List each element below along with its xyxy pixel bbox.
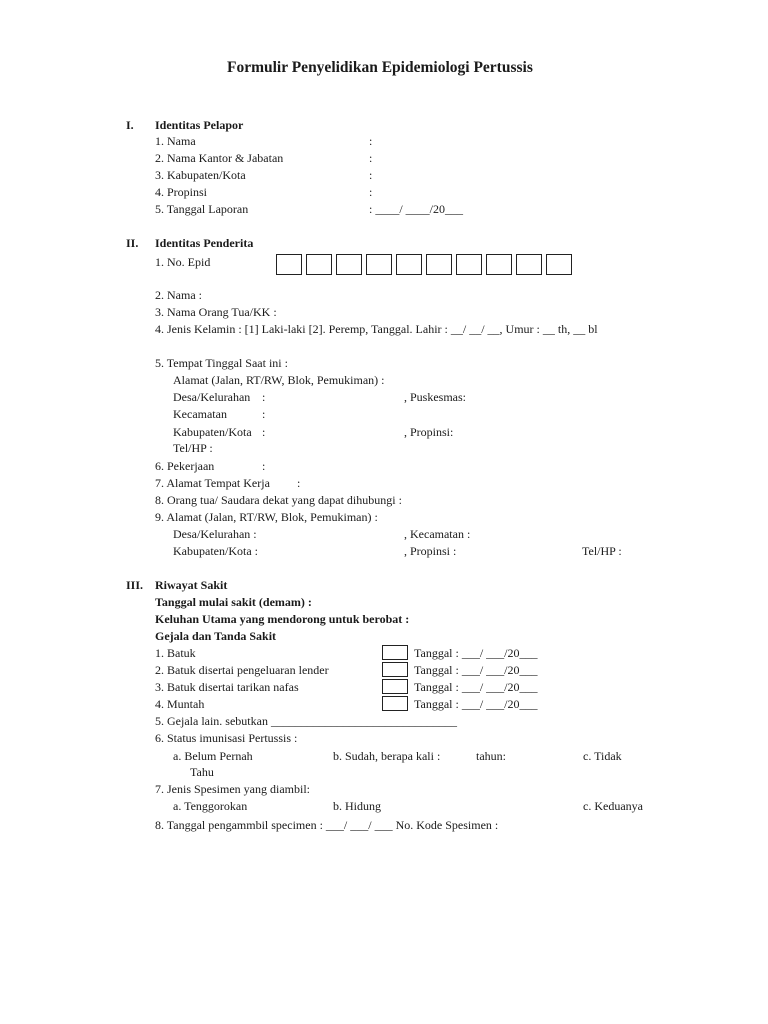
epid-digit-box[interactable] [306, 254, 332, 275]
symptoms-heading: Gejala dan Tanda Sakit [155, 629, 277, 643]
current-residence-label: 5. Tempat Tinggal Saat ini : [155, 356, 288, 370]
symptom-vomit-date[interactable]: Tanggal : ___/ ___/20___ [414, 697, 538, 711]
relative-village-field[interactable]: Desa/Kelurahan : [173, 527, 257, 541]
immunization-year-field[interactable]: tahun: [476, 749, 506, 763]
immunization-unknown-option-cont: Tahu [190, 765, 214, 779]
epid-digit-box[interactable] [516, 254, 542, 275]
symptom-cough-mucus-checkbox[interactable] [382, 662, 408, 677]
epid-digit-box[interactable] [276, 254, 302, 275]
immunization-status-label: 6. Status imunisasi Pertussis : [155, 731, 298, 745]
symptom-cough-whoop-checkbox[interactable] [382, 679, 408, 694]
reporter-office-label: 2. Nama Kantor & Jabatan [155, 151, 284, 165]
subdistrict-label: Kecamatan [173, 407, 227, 421]
page-title: Formulir Penyelidikan Epidemiologi Pertussis [227, 59, 533, 76]
symptom-vomit-label: 4. Muntah [155, 697, 205, 711]
specimen-both-option[interactable]: c. Keduanya [583, 799, 643, 813]
epid-digit-box[interactable] [486, 254, 512, 275]
reporter-district-field[interactable]: : [369, 168, 373, 182]
report-date-field[interactable]: : ____/ ____/20___ [369, 202, 464, 216]
parent-name-field[interactable]: 3. Nama Orang Tua/KK : [155, 305, 277, 319]
occupation-field[interactable]: : [262, 459, 266, 473]
symptom-cough-whoop-date[interactable]: Tanggal : ___/ ___/20___ [414, 680, 538, 694]
reporter-office-field[interactable]: : [369, 151, 373, 165]
symptom-cough-checkbox[interactable] [382, 645, 408, 660]
symptom-cough-whoop-label: 3. Batuk disertai tarikan nafas [155, 680, 299, 694]
section-1-heading: Identitas Pelapor [155, 118, 244, 132]
reporter-name-label: 1. Nama [155, 134, 196, 148]
section-3-number: III. [126, 578, 144, 592]
section-2-heading: Identitas Penderita [155, 236, 254, 250]
section-3-heading: Riwayat Sakit [155, 578, 228, 592]
district-field[interactable]: : [262, 425, 266, 439]
address-label: Alamat (Jalan, RT/RW, Blok, Pemukiman) : [173, 373, 385, 387]
reporter-province-field[interactable]: : [369, 185, 373, 199]
gender-dob-age-field[interactable]: 4. Jenis Kelamin : [1] Laki-laki [2]. Peremp, Tanggal. Lahir : __/ __/ __, Umur : __ th, __ bl [155, 322, 598, 336]
immunization-yes-option[interactable]: b. Sudah, berapa kali : [333, 749, 441, 763]
immunization-never-option[interactable]: a. Belum Pernah [173, 749, 253, 763]
epid-digit-box[interactable] [336, 254, 362, 275]
epid-digit-box[interactable] [426, 254, 452, 275]
relative-subdistrict-field[interactable]: , Kecamatan : [404, 527, 471, 541]
symptom-vomit-checkbox[interactable] [382, 696, 408, 711]
village-field[interactable]: : [262, 390, 266, 404]
report-date-label: 5. Tanggal Laporan [155, 202, 249, 216]
phone-field[interactable]: Tel/HP : [173, 441, 213, 455]
district-label: Kabupaten/Kota [173, 425, 252, 439]
epid-digit-box[interactable] [546, 254, 572, 275]
main-complaint-field[interactable]: Keluhan Utama yang mendorong untuk berobat : [155, 612, 410, 626]
subdistrict-field[interactable]: : [262, 407, 266, 421]
reporter-province-label: 4. Propinsi [155, 185, 208, 199]
province-field[interactable]: , Propinsi: [404, 425, 454, 439]
section-1-number: I. [126, 118, 134, 132]
reporter-district-label: 3. Kabupaten/Kota [155, 168, 246, 182]
reporter-name-field[interactable]: : [369, 134, 373, 148]
symptom-cough-mucus-date[interactable]: Tanggal : ___/ ___/20___ [414, 663, 538, 677]
relative-province-field[interactable]: , Propinsi : [404, 544, 457, 558]
relative-address-label: 9. Alamat (Jalan, RT/RW, Blok, Pemukiman) : [155, 510, 378, 524]
occupation-label: 6. Pekerjaan [155, 459, 215, 473]
section-2-number: II. [126, 236, 139, 250]
work-address-label: 7. Alamat Tempat Kerja [155, 476, 270, 490]
patient-name-field[interactable]: 2. Nama : [155, 288, 202, 302]
epid-digit-box[interactable] [396, 254, 422, 275]
village-label: Desa/Kelurahan [173, 390, 251, 404]
relative-phone-field[interactable]: Tel/HP : [582, 544, 622, 558]
specimen-throat-option[interactable]: a. Tenggorokan [173, 799, 248, 813]
specimen-nose-option[interactable]: b. Hidung [333, 799, 381, 813]
immunization-unknown-option[interactable]: c. Tidak [583, 749, 622, 763]
epid-digit-box[interactable] [456, 254, 482, 275]
epid-digit-box[interactable] [366, 254, 392, 275]
onset-date-field[interactable]: Tanggal mulai sakit (demam) : [155, 595, 312, 609]
puskesmas-field[interactable]: , Puskesmas: [404, 390, 467, 404]
relative-district-field[interactable]: Kabupaten/Kota : [173, 544, 258, 558]
relative-contact-field[interactable]: 8. Orang tua/ Saudara dekat yang dapat dihubungi : [155, 493, 402, 507]
specimen-type-label: 7. Jenis Spesimen yang diambil: [155, 782, 310, 796]
epid-number-label: 1. No. Epid [155, 255, 211, 269]
symptom-cough-date[interactable]: Tanggal : ___/ ___/20___ [414, 646, 538, 660]
symptom-cough-label: 1. Batuk [155, 646, 196, 660]
specimen-date-code-field[interactable]: 8. Tanggal pengammbil specimen : ___/ ___/ ___ No. Kode Spesimen : [155, 818, 499, 832]
other-symptoms-field[interactable]: 5. Gejala lain. sebutkan _______________________________ [155, 714, 457, 728]
work-address-field[interactable]: : [297, 476, 301, 490]
symptom-cough-mucus-label: 2. Batuk disertai pengeluaran lender [155, 663, 329, 677]
